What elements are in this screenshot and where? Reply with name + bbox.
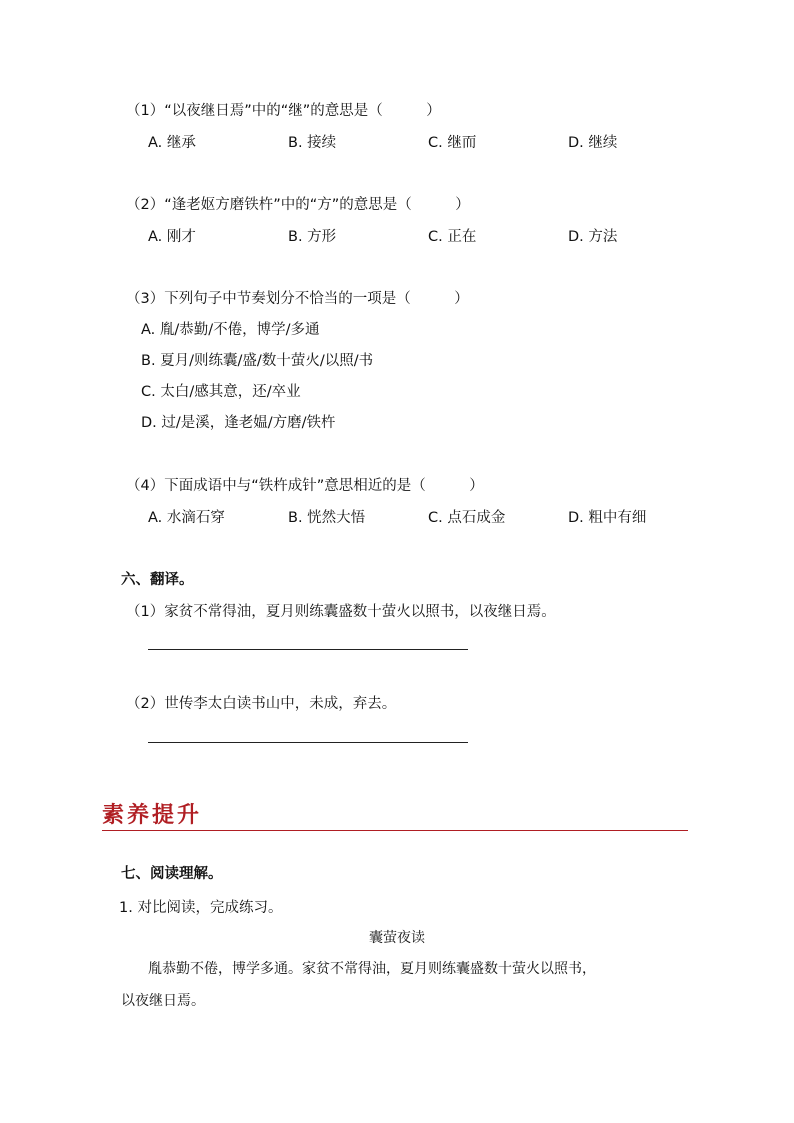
question-2-option-a[interactable]: A. 刚才 (148, 229, 196, 245)
question-1-stem: （1）“以夜继日焉”中的“继”的意思是（ ） (126, 103, 441, 119)
passage-line-1: 胤恭勤不倦，博学多通。家贫不常得油，夏月则练囊盛数十萤火以照书， (148, 961, 596, 977)
question-2-option-b[interactable]: B. 方形 (288, 229, 337, 245)
question-2-option-d[interactable]: D. 方法 (568, 229, 618, 245)
question-3-option-c[interactable]: C. 太白/感其意，还/卒业 (141, 384, 301, 400)
translation-heading: 六、翻译。 (121, 572, 194, 588)
question-2-stem: （2）“逢老妪方磨铁杵”中的“方”的意思是（ ） (126, 197, 470, 213)
question-1-option-a[interactable]: A. 继承 (148, 135, 196, 151)
question-4-option-a[interactable]: A. 水滴石穿 (148, 510, 225, 526)
section-title: 素养提升 (102, 802, 203, 828)
question-4-option-b[interactable]: B. 恍然大悟 (288, 510, 366, 526)
reading-heading: 七、阅读理解。 (121, 866, 223, 882)
question-1-option-b[interactable]: B. 接续 (288, 135, 337, 151)
reading-instruction: 1. 对比阅读，完成练习。 (119, 900, 283, 916)
passage-line-2: 以夜继日焉。 (121, 993, 205, 1009)
question-3-option-b[interactable]: B. 夏月/则练囊/盛/数十萤火/以照/书 (141, 353, 374, 369)
question-3-stem: （3）下列句子中节奏划分不恰当的一项是（ ） (126, 291, 469, 307)
question-1-option-d[interactable]: D. 继续 (568, 135, 618, 151)
passage-title: 囊萤夜读 (369, 930, 425, 946)
question-4-option-c[interactable]: C. 点石成金 (428, 510, 506, 526)
translation-answer-line-2[interactable] (148, 742, 468, 743)
question-3-option-a[interactable]: A. 胤/恭勤/不倦，博学/多通 (141, 322, 320, 338)
translation-answer-line-1[interactable] (148, 649, 468, 650)
question-1-option-c[interactable]: C. 继而 (428, 135, 477, 151)
section-divider (102, 830, 688, 831)
translation-item-2: （2）世传李太白读书山中，未成，弃去。 (126, 696, 397, 712)
question-3-option-d[interactable]: D. 过/是溪，逢老媪/方磨/铁杵 (141, 415, 336, 431)
translation-item-1: （1）家贫不常得油，夏月则练囊盛数十萤火以照书，以夜继日焉。 (126, 604, 556, 620)
question-4-stem: （4）下面成语中与“铁杵成针”意思相近的是（ ） (126, 478, 484, 494)
question-2-option-c[interactable]: C. 正在 (428, 229, 477, 245)
question-4-option-d[interactable]: D. 粗中有细 (568, 510, 647, 526)
